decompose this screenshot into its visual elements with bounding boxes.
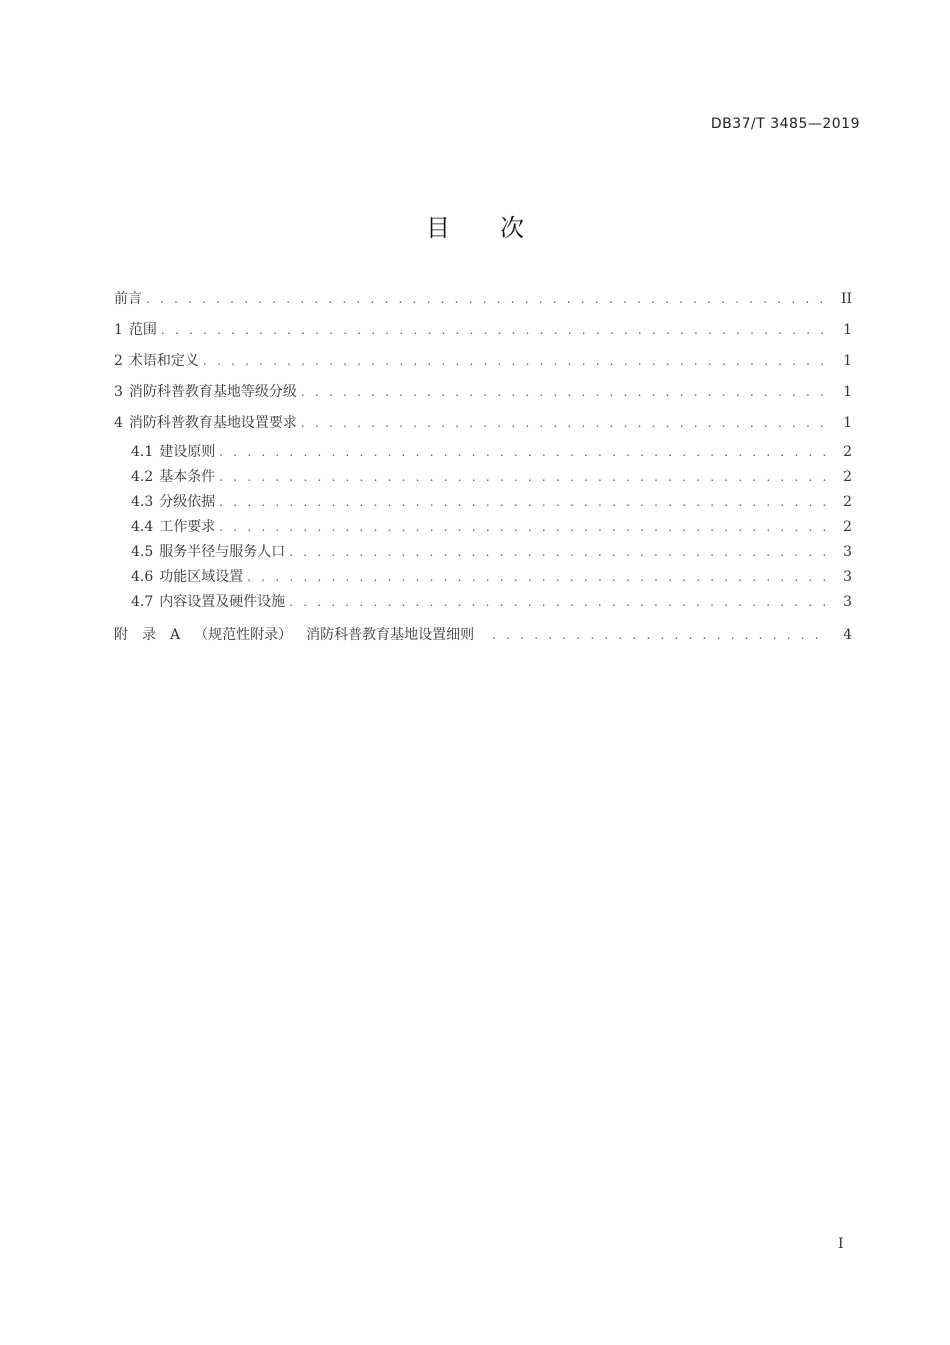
appendix-prefix-2: 录	[142, 627, 156, 643]
toc-leader-dots	[219, 466, 828, 488]
toc-subentry-4-6[interactable]	[114, 566, 852, 591]
toc-entry-number: 4.6	[131, 569, 154, 585]
toc-entry-title: 内容设置及硬件设施	[159, 594, 286, 610]
appendix-prefix: 附	[114, 627, 128, 643]
toc-leader-dots	[219, 516, 828, 538]
toc-subentry-4-5[interactable]	[114, 541, 852, 566]
toc-subentry-4-4[interactable]	[114, 516, 852, 541]
toc-leader-dots	[289, 541, 828, 563]
toc-entry-title: 前言	[114, 291, 142, 307]
toc-entry-title: 术语和定义	[128, 353, 199, 369]
toc-page-number: II	[840, 291, 852, 307]
toc-entry-title: 基本条件	[159, 469, 216, 485]
toc-page-number: 1	[843, 384, 852, 400]
toc-subentry-4-7[interactable]	[114, 591, 852, 622]
toc-subentry-4-3[interactable]	[114, 491, 852, 516]
footer-page-number: I	[838, 1236, 844, 1252]
toc-page-number: 3	[843, 594, 852, 610]
appendix-letter: A	[170, 627, 181, 643]
toc-subentry-4-2[interactable]	[114, 466, 852, 491]
toc-entry-number: 4.1	[131, 444, 154, 460]
toc-entry-number: 3	[114, 384, 123, 400]
toc-entry-foreword[interactable]	[114, 286, 852, 317]
toc-entry-grading[interactable]	[114, 379, 852, 410]
toc-page-number: 1	[843, 415, 852, 431]
toc-entry-number: 4	[114, 415, 123, 431]
toc-page-number: 2	[843, 444, 852, 460]
toc-page-number: 1	[843, 322, 852, 338]
toc-entry-title: 建设原则	[159, 444, 216, 460]
appendix-type: （规范性附录）	[194, 627, 293, 643]
toc-leader-dots	[301, 410, 828, 436]
toc-entry-title: 服务半径与服务人口	[159, 544, 286, 560]
toc-page-number: 4	[843, 627, 852, 643]
toc-entry-number: 1	[114, 322, 123, 338]
toc-leader-dots	[247, 566, 828, 588]
toc-leader-dots	[203, 348, 828, 374]
toc-entry-title: 范围	[128, 322, 157, 338]
toc-entry-number: 2	[114, 353, 123, 369]
toc-entry-title: 功能区域设置	[159, 569, 244, 585]
document-code: DB37/T 3485—2019	[710, 116, 860, 132]
toc-leader-dots	[161, 317, 828, 343]
toc-entry-requirements[interactable]	[114, 410, 852, 441]
toc-page-number: 3	[843, 544, 852, 560]
toc-entry-title: 消防科普教育基地设置要求	[128, 415, 297, 431]
toc-leader-dots	[146, 286, 828, 312]
toc-leader-dots	[219, 491, 828, 513]
toc-page-number: 2	[843, 469, 852, 485]
toc-entry-number: 4.4	[131, 519, 154, 535]
toc-entry-number: 4.2	[131, 469, 154, 485]
toc-entry-title: 工作要求	[159, 519, 216, 535]
toc-subentry-4-1[interactable]	[114, 441, 852, 466]
toc-entry-terms[interactable]	[114, 348, 852, 379]
toc-entry-title: 分级依据	[159, 494, 216, 510]
toc-entry-number: 4.5	[131, 544, 154, 560]
appendix-title: 消防科普教育基地设置细则	[306, 627, 475, 643]
toc-entry-appendix-a[interactable]	[114, 622, 852, 653]
toc-leader-dots	[301, 379, 828, 405]
toc-entry-scope[interactable]	[114, 317, 852, 348]
page-title: 目次	[426, 214, 574, 242]
toc-entry-number: 4.7	[131, 594, 154, 610]
table-of-contents	[114, 286, 852, 653]
toc-leader-dots	[289, 591, 828, 613]
toc-entry-title: 消防科普教育基地等级分级	[128, 384, 297, 400]
toc-page-number: 1	[843, 353, 852, 369]
toc-page-number: 2	[843, 494, 852, 510]
toc-page-number: 2	[843, 519, 852, 535]
toc-leader-dots	[492, 622, 828, 648]
toc-leader-dots	[219, 441, 828, 463]
toc-page-number: 3	[843, 569, 852, 585]
toc-entry-number: 4.3	[131, 494, 154, 510]
